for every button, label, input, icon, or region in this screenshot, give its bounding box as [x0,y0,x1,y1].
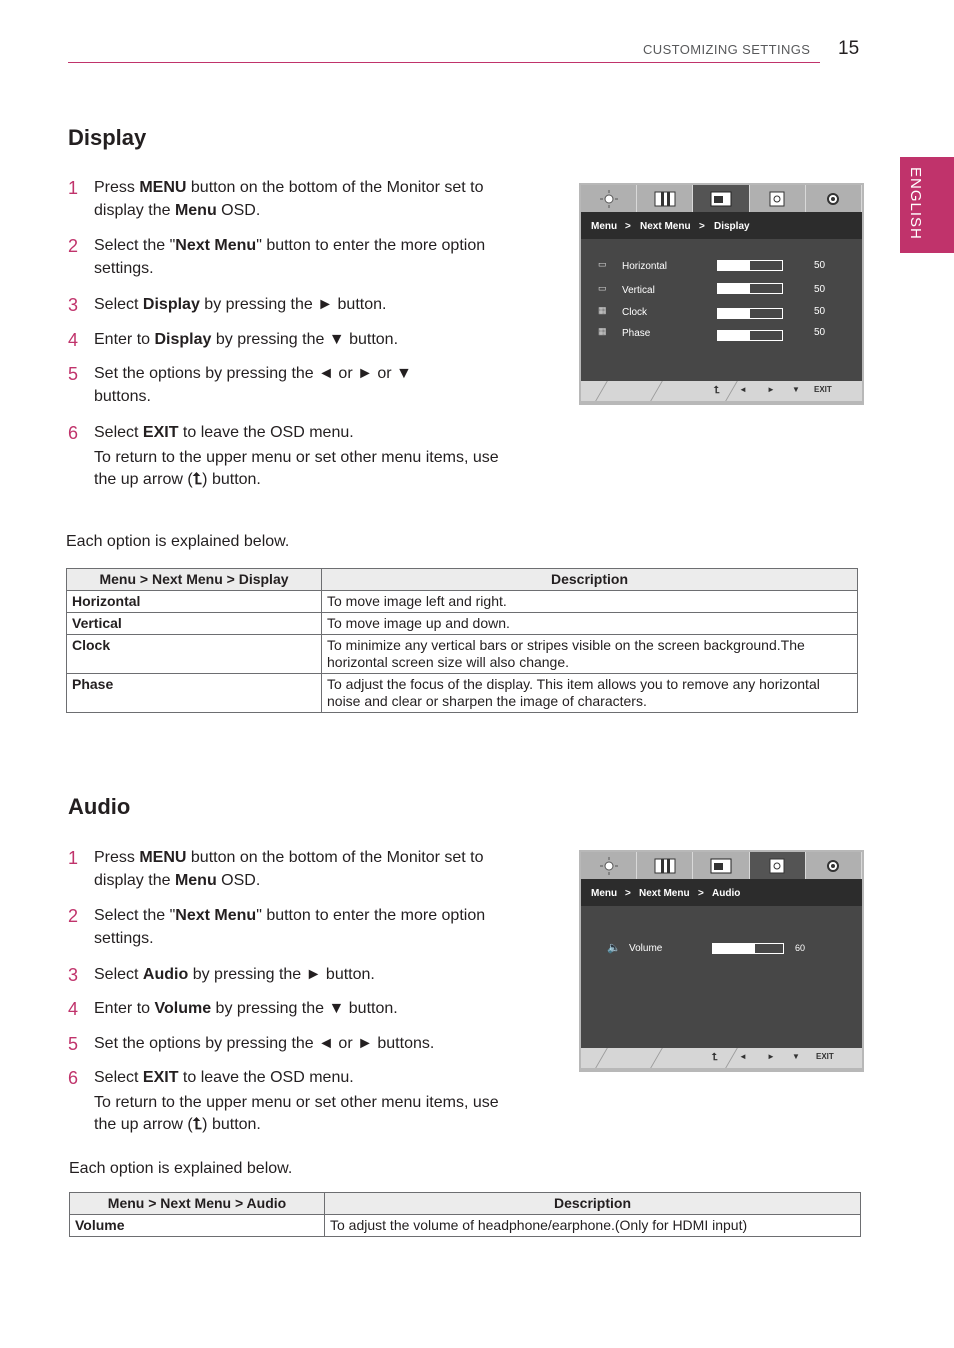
option-description: To move image left and right. [322,591,858,613]
audio-step-1: 1 Press MENU button on the bottom of the Monitor set to display the Menu OSD. [68,848,484,889]
display-options-table [66,568,858,713]
display-step-1: 1 Press MENU button on the bottom of the Monitor set to display the Menu OSD. [68,178,484,219]
column-header: Menu > Next Menu > Audio [70,1193,325,1215]
exit-label: EXIT [814,385,832,394]
display-section-title: Display [68,125,147,150]
audio-tab-icon [750,185,806,212]
display-step-5: 5 Set the options by pressing the ◄ or ► or ▼ buttons. [68,364,412,405]
audio-step-4: 4 Enter to Volume by pressing the ▼ button. [68,999,398,1019]
table-row [67,613,858,635]
osd-footer [581,381,862,401]
down-arrow-icon: ▼ [792,1052,800,1061]
running-header-title: CUSTOMIZING SETTINGS [643,42,811,57]
osd-footer [581,1048,862,1068]
option-description: To adjust the focus of the display. This item allows you to remove any horizontal noise and clear or sharpen the image of characters. [322,674,858,713]
language-tab [900,157,954,253]
clock-slider [717,308,783,319]
display-step-6: 6 Select EXIT to leave the OSD menu. To return to the upper menu or set other menu items, use the up arrow (⮤) button. [68,423,499,488]
step-number: 1 [68,848,79,868]
audio-tab-icon [750,852,806,879]
step-number: 4 [68,999,79,1019]
volume-slider [712,943,784,954]
header-rule [68,62,820,63]
up-arrow-icon: ⮤ [712,1052,718,1063]
option-name: Clock [67,635,322,674]
display-step-4: 4 Enter to Display by pressing the ▼ button. [68,330,399,350]
osd-tab-bar [581,852,862,879]
display-tab-icon [693,852,749,879]
table-row [67,591,858,613]
osd-tab-bar [581,185,862,212]
display-osd-screenshot [579,183,864,405]
step-number: 3 [68,965,79,985]
step-number: 3 [68,295,79,315]
up-arrow-icon: ⮤ [192,1116,203,1133]
audio-intro: Each option is explained below. [69,1160,293,1177]
audio-step-2: 2 Select the "Next Menu" button to enter the more option settings. [68,906,486,947]
horizontal-position-icon: ▭ [598,259,607,269]
display-step-2: 2 Select the "Next Menu" button to enter the more option settings. [68,236,486,277]
up-arrow-icon: ⮤ [192,471,203,488]
osd-item-phase: ▦ Phase 50 [598,326,826,339]
osd-item-clock: ▦ Clock 50 [598,305,826,318]
settings-gear-icon [806,185,862,212]
table-header-row [67,569,858,591]
osd-item-horizontal: ▭ Horizontal 50 [598,259,826,272]
option-description: To move image up and down. [322,613,858,635]
table-row [67,674,858,713]
audio-osd-screenshot [579,850,864,1072]
down-arrow-icon: ▼ [792,385,800,394]
step-number: 5 [68,1034,79,1054]
display-intro: Each option is explained below. [66,533,290,550]
right-arrow-icon: ► [767,385,775,394]
audio-step-6: 6 Select EXIT to leave the OSD menu. To return to the upper menu or set other menu items, use the up arrow (⮤) button. [68,1068,499,1133]
step-number: 2 [68,236,79,256]
table-header-row [70,1193,861,1215]
table-row [67,635,858,674]
left-arrow-icon: ◄ [739,385,747,394]
exit-label: EXIT [816,1052,834,1061]
audio-section-title: Audio [68,794,131,819]
step-number: 1 [68,178,79,198]
step-number: 5 [68,364,79,384]
option-name: Horizontal [67,591,322,613]
display-step-3: 3 Select Display by pressing the ► button. [68,295,387,315]
vertical-position-icon: ▭ [598,283,607,293]
audio-step-5: 5 Set the options by pressing the ◄ or ► buttons. [68,1034,435,1054]
speaker-icon: 🔈 [607,942,621,954]
picture-icon [637,852,693,879]
right-arrow-icon: ► [767,1052,775,1061]
audio-step-3: 3 Select Audio by pressing the ► button. [68,965,375,985]
page-number: 15 [838,38,860,59]
display-tab-icon [693,185,749,212]
option-name: Phase [67,674,322,713]
left-arrow-icon: ◄ [739,1052,747,1061]
osd-breadcrumb: Menu > Next Menu > Audio [581,879,862,906]
column-header: Description [325,1193,861,1215]
up-arrow-icon: ⮤ [714,385,720,396]
picture-icon [637,185,693,212]
step-number: 6 [68,1068,79,1088]
language-tab-label: ENGLISH [907,167,924,240]
phase-icon: ▦ [598,326,607,336]
clock-icon: ▦ [598,305,607,315]
step-number: 6 [68,423,79,443]
table-row [70,1215,861,1237]
vertical-slider [717,283,783,294]
audio-options-table [69,1192,861,1237]
step-number: 2 [68,906,79,926]
phase-slider [717,330,783,341]
column-header: Menu > Next Menu > Display [67,569,322,591]
settings-gear-icon [806,852,862,879]
option-description: To minimize any vertical bars or stripes visible on the screen background.The horizontal screen size will also change. [322,635,858,674]
brightness-icon [581,185,637,212]
step-number: 4 [68,330,79,350]
option-name: Volume [70,1215,325,1237]
osd-item-volume: 🔈 Volume 60 [607,942,806,954]
osd-breadcrumb: Menu > Next Menu > Display [581,212,862,239]
brightness-icon [581,852,637,879]
option-description: To adjust the volume of headphone/earphone.(Only for HDMI input) [325,1215,861,1237]
option-name: Vertical [67,613,322,635]
osd-item-vertical: ▭ Vertical 50 [598,283,826,296]
horizontal-slider [717,260,783,271]
column-header: Description [322,569,858,591]
